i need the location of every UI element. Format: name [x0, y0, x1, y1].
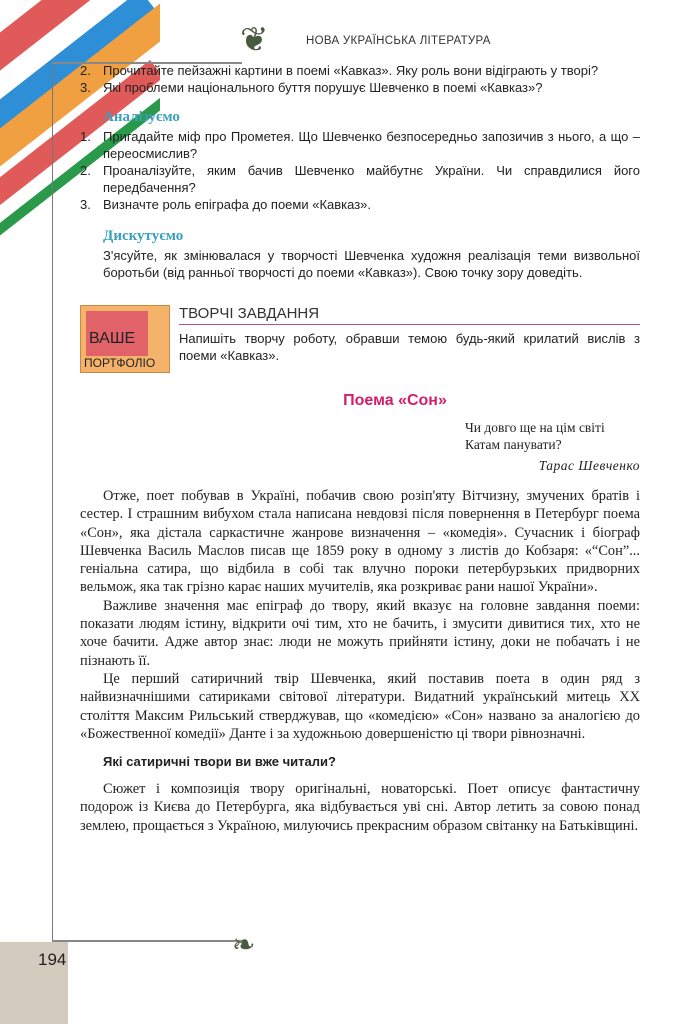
- page-number: 194: [38, 950, 67, 969]
- ornament-icon: ❧: [232, 928, 256, 961]
- portfolio-badge: [80, 305, 170, 373]
- list-item: 1. Пригадайте міф про Прометея. Що Шевченко безпосередньо запозичив з нього, а що – переосмислив?: [80, 129, 640, 161]
- paragraph: Це перший сатиричний твір Шевченка, який поставив поета в один ряд з найвизначнішими сатириками світової літератури. Видатний український митець XX століття Максим Рильський стверджував, що «комедією» «Сон» названо за аналогією до «Божественної комедії» Данте і за художньою довершеністю ці твори рівнозначні.: [80, 670, 640, 742]
- badge-line2: ПОРТФОЛІО: [84, 356, 156, 370]
- creative-tasks: [80, 305, 640, 373]
- epigraph-line: Чи довго ще на цім світі: [465, 420, 605, 435]
- paragraph: Отже, поет побував в Україні, побачив свою розіп'яту Вітчизну, змучених братів і сестер. І страшним вибухом стала написана невдовзі після повернення в Петербург поема «Сон», яка дістала саркастичне жанрове визначення – «комедія». Сучасник і біограф Шевченка Василь Маслов писав ще 1859 року в одному з листів до Кобзаря: «“Сон”... геніальна сатира, що відбила в собі так влучно пороки петербурзьких придворних вельмож, яка так грізно карає наших мучителів, яка розкриває рани нашої України».: [80, 488, 640, 596]
- list-item: 3. Визначте роль епіграфа до поеми «Кавказ».: [80, 197, 372, 212]
- paragraph: Сюжет і композиція твору оригінальні, новаторські. Поет описує фантастичну подорож із Києва до Петербурга, яка відбувається уві сні. Автор летить за совою понад землею, прощається з Україною, милуючись прекрасним образом світанку на Батьківщині.: [80, 781, 640, 834]
- analyze-heading: Аналізуємо: [103, 109, 180, 125]
- running-header: НОВА УКРАЇНСЬКА ЛІТЕРАТУРА: [306, 35, 491, 47]
- list-item: 3. Які проблеми національного буття порушує Шевченко в поемі «Кавказ»?: [80, 80, 543, 95]
- analyze-list: [80, 128, 640, 213]
- questions-top: [80, 62, 640, 96]
- creative-task-text: Напишіть творчу роботу, обравши темою будь-який крилатий вислів з поеми «Кавказ».: [179, 331, 640, 363]
- creative-tasks-title: ТВОРЧІ ЗАВДАННЯ: [179, 305, 320, 322]
- list-item: 2. Проаналізуйте, яким бачив Шевченко майбутнє України. Чи справдилися його передбачення?: [80, 163, 640, 195]
- epigraph-line: Катам панувати?: [465, 437, 562, 452]
- content-column: [80, 62, 640, 835]
- divider: [179, 324, 640, 325]
- ornament-icon: ❦: [240, 20, 269, 60]
- page-frame-bottom: [52, 940, 242, 942]
- epigraph-author: Тарас Шевченко: [538, 458, 640, 473]
- question: Які сатиричні твори ви вже читали?: [103, 754, 336, 770]
- body-text: [80, 487, 640, 743]
- section-title: Поема «Сон»: [343, 392, 447, 409]
- paragraph: Важливе значення має епіграф до твору, який вказує на головне завдання поеми: показати людям істину, відкрити очі тим, хто не бачить, і змусити дивитися тих, хто не хоче бачити. Адже автор знає: люди не можуть прийняти істину, доки не побачать і не пізнають її.: [80, 597, 640, 669]
- discuss-heading: Дискутуємо: [103, 228, 184, 244]
- epigraph: [465, 419, 640, 453]
- discuss-text: З'ясуйте, як змінювалася у творчості Шевченка художня реалізація теми визвольної боротьби (від ранньої творчості до поеми «Кавказ»). Свою точку зору доведіть.: [103, 248, 640, 280]
- badge-line1: ВАШЕ: [89, 330, 136, 347]
- page-frame-left: [52, 62, 53, 942]
- list-item: 2. Прочитайте пейзажні картини в поемі «Кавказ». Яку роль вони відіграють у творі?: [80, 63, 599, 78]
- body-text-final: [80, 780, 640, 835]
